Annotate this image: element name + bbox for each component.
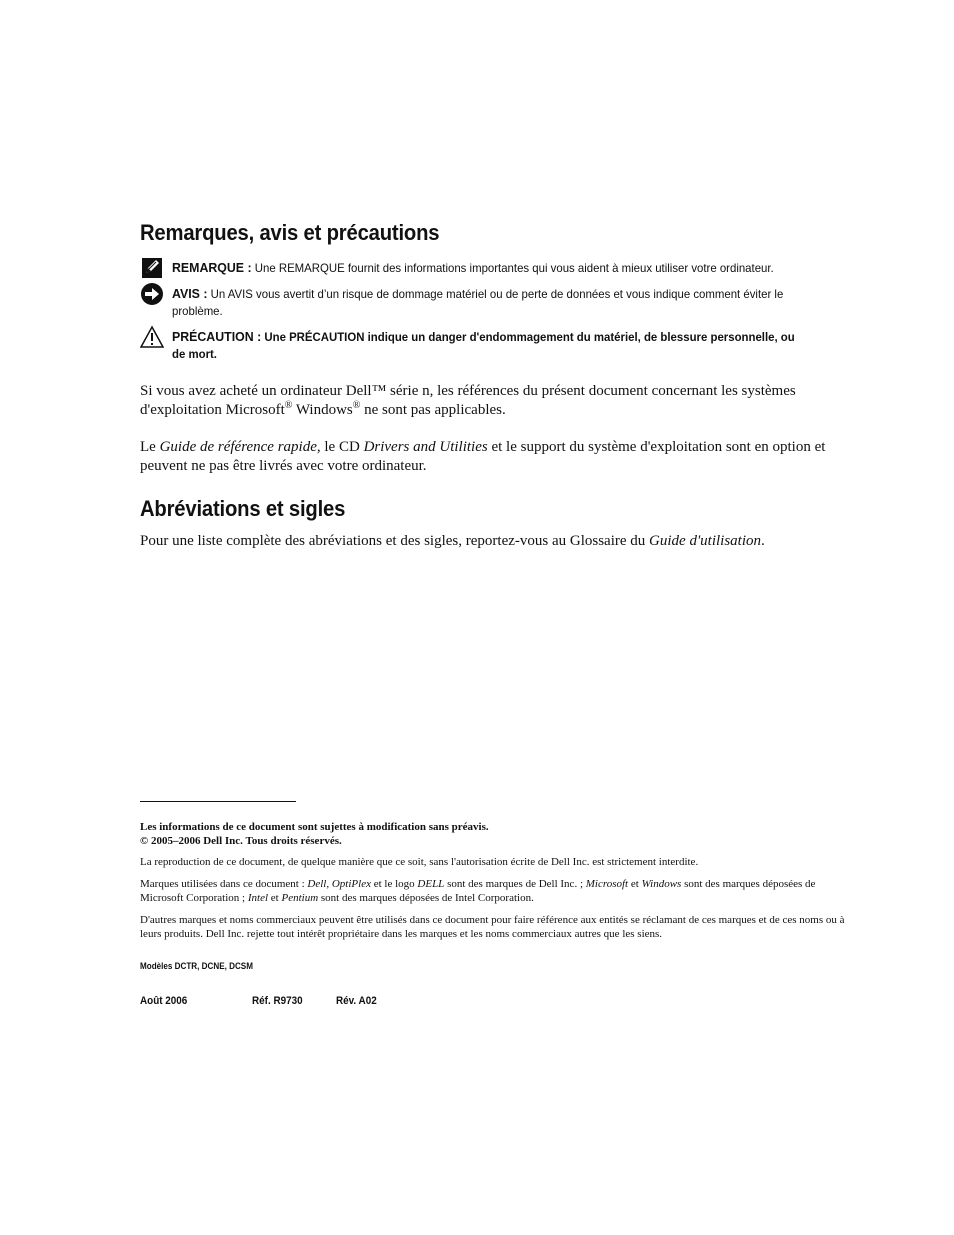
caution-label: PRÉCAUTION : (172, 329, 262, 344)
tm-microsoft: Microsoft (585, 878, 629, 890)
abbr-text-b: . (761, 533, 765, 549)
section-title-abbreviations: Abréviations et sigles (140, 496, 346, 521)
user-guide-title: Guide d'utilisation (649, 533, 762, 549)
registered-mark: ® (352, 400, 361, 411)
drivers-utilities-title: Drivers and Utilities (363, 439, 488, 455)
warning-triangle-icon (140, 325, 164, 349)
note-row (140, 256, 840, 278)
model-numbers: Modèles DCTR, DCNE, DCSM (140, 961, 253, 971)
dell-n-series-paragraph (140, 382, 850, 420)
revision-number: Rév. A02 (336, 995, 377, 1007)
publication-date: Août 2006 (140, 995, 188, 1007)
tm-text: et (268, 892, 282, 904)
tm-pentium: Pentium (281, 892, 319, 904)
tm-intel: Intel (247, 892, 269, 904)
footnote-divider (140, 801, 296, 802)
tm-text: sont des marques déposées de Intel Corporation. (318, 892, 534, 904)
abbreviations-paragraph (140, 532, 850, 551)
other-trademarks-paragraph: D'autres marques et noms commerciaux peuvent être utilisés dans ce document pour faire référence aux entités se réclamant de ces marques et de ces noms ou à leurs produits. Dell Inc. rejette tout intérêt propriétaire dans les marques et les noms commerciaux autres que les siens. (140, 914, 845, 940)
reproduction-notice: La reproduction de ce document, de quelque manière que ce soit, sans l'autorisation écrite de Dell Inc. est strictement interdite. (140, 856, 699, 868)
reference-number: Réf. R9730 (252, 995, 303, 1007)
para1-text-b: Windows (292, 402, 353, 418)
change-notice-line: Les informations de ce document sont sujettes à modification sans préavis. (140, 821, 489, 833)
notice-text (172, 285, 807, 320)
tm-optiplex: OptiPlex (331, 878, 371, 890)
copyright-line: © 2005–2006 Dell Inc. Tous droits réservés. (140, 835, 342, 847)
optional-media-paragraph (140, 438, 850, 476)
caution-body: Une PRÉCAUTION indique un danger d'endommagement du matériel, de blessure personnelle, ou de mort. (172, 330, 795, 361)
tm-dell-logo: DELL (417, 878, 445, 890)
quick-reference-guide-title: Guide de référence rapide (159, 439, 317, 455)
note-text (172, 259, 807, 277)
para2-text-b: , le CD (316, 439, 364, 455)
section-title-notes: Remarques, avis et précautions (140, 220, 440, 245)
tm-text: sont des marques déposées de Microsoft Corporation ; (140, 878, 816, 904)
note-label: REMARQUE : (172, 260, 252, 275)
tm-text: et (628, 878, 642, 890)
tm-text: et le logo (370, 878, 418, 890)
trademarks-paragraph (140, 877, 850, 905)
registered-mark: ® (284, 400, 293, 411)
abbr-text-a: Pour une liste complète des abréviations et des sigles, reportez-vous au Glossaire du (140, 533, 650, 549)
change-notice (140, 820, 850, 848)
para1-text-c: ne sont pas applicables. (360, 402, 506, 418)
para2-text-a: Le (140, 439, 160, 455)
caution-row (140, 325, 840, 361)
tm-text: , (326, 878, 332, 890)
tm-dell: Dell (307, 878, 327, 890)
para1-text-a: Si vous avez acheté un ordinateur Dell™ série n, les références du présent document concernant les systèmes d'exploitation Microsoft (140, 383, 796, 418)
notice-arrow-icon (140, 282, 164, 306)
note-body: Une REMARQUE fournit des informations importantes qui vous aident à mieux utiliser votre ordinateur. (254, 261, 774, 275)
caution-text (172, 328, 807, 363)
tm-windows: Windows (641, 878, 682, 890)
para2-text-c: et le support du système d'exploitation sont en option et peuvent ne pas être livrés avec votre ordinateur. (140, 439, 826, 474)
notice-body: Un AVIS vous avertit d’un risque de dommage matériel ou de perte de données et vous indique comment éviter le problème. (172, 287, 784, 318)
notice-row (140, 282, 840, 318)
notice-label: AVIS : (172, 286, 208, 301)
pencil-note-icon (140, 256, 164, 280)
tm-text: Marques utilisées dans ce document : (140, 878, 308, 890)
tm-text: sont des marques de Dell Inc. ; (444, 878, 586, 890)
